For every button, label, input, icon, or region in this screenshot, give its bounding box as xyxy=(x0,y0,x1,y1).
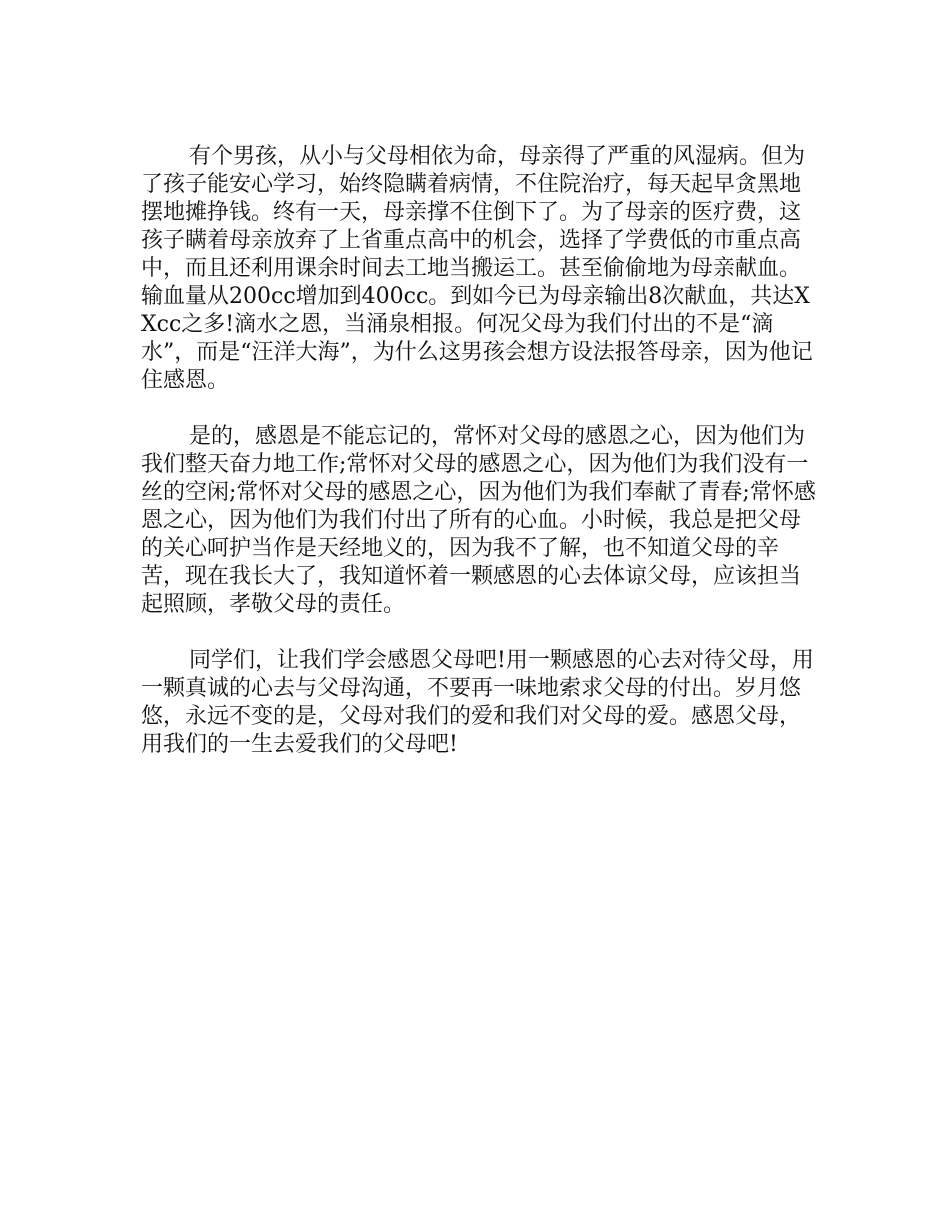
paragraph-1: 有个男孩，从小与父母相依为命，母亲得了严重的风湿病。但为了孩子能安心学习，始终隐瞒着病情，不住院治疗，每天起早贪黑地摆地摊挣钱。终有一天，母亲撑不住倒下了。为了母亲的医疗费，这孩子瞒着母亲放弃了上省重点高中的机会，选择了学费低的市重点高中，而且还利用课余时间去工地当搬运工。甚至偷偷地为母亲献血。输血量从200cc增加到400cc。到如今已为母亲输出8次献血，共达XXcc之多!滴水之恩，当涌泉相报。何况父母为我们付出的不是“滴水”，而是“汪洋大海”，为什么这男孩会想方设法报答母亲，因为他记住感恩。 xyxy=(141,144,813,393)
document-body xyxy=(141,143,821,759)
paragraph-2: 是的，感恩是不能忘记的，常怀对父母的感恩之心，因为他们为我们整天奋力地工作;常怀对父母的感恩之心，因为他们为我们没有一丝的空闲;常怀对父母的感恩之心，因为他们为我们奉献了青春;常怀感恩之心，因为他们为我们付出了所有的心血。小时候，我总是把父母的关心呵护当作是天经地义的，因为我不了解，也不知道父母的辛苦，现在我长大了，我知道怀着一颗感恩的心去体谅父母，应该担当起照顾，孝敬父母的责任。 xyxy=(141,424,816,617)
paragraph-3: 同学们，让我们学会感恩父母吧!用一颗感恩的心去对待父母，用一颗真诚的心去与父母沟通，不要再一味地索求父母的付出。岁月悠悠，永远不变的是，父母对我们的爱和我们对父母的爱。感恩父母，用我们的一生去爱我们的父母吧! xyxy=(141,648,814,757)
